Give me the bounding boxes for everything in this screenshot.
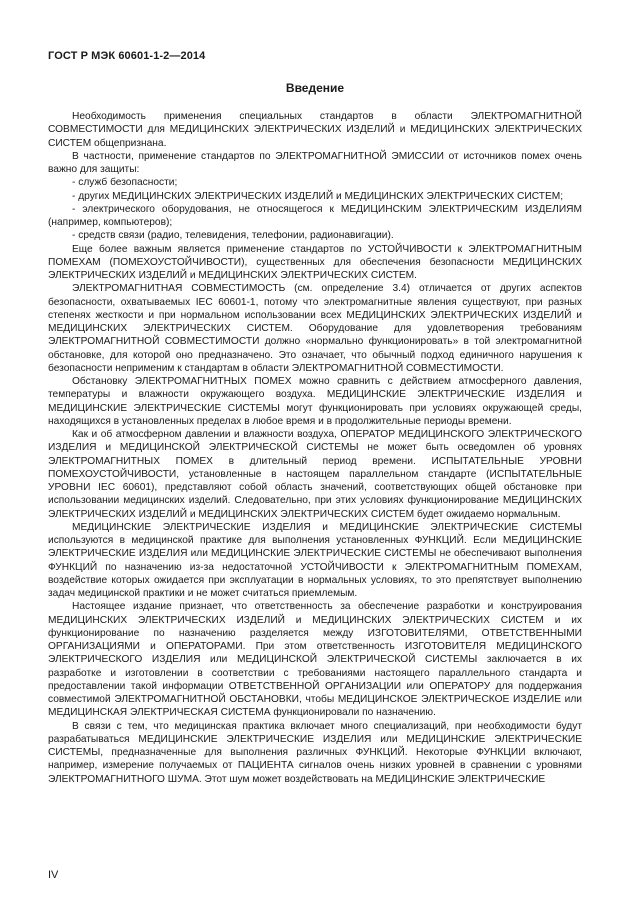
section-title: Введение — [285, 81, 345, 95]
paragraph: Еще более важным является применение стандартов по УСТОЙЧИВОСТИ к ЭЛЕКТРОМАГНИТНЫМ ПОМЕХАМ (ПОМЕХОУСТОЙЧИВОСТИ), существенных для обеспечения безопасности МЕДИЦИНСКИХ ЭЛЕКТРИЧЕСКИХ ИЗДЕЛИЙ и МЕДИЦИНСКИХ ЭЛЕКТРИЧЕСКИХ СИСТЕМ. — [48, 243, 582, 281]
document-body — [48, 110, 582, 786]
paragraph: ЭЛЕКТРОМАГНИТНАЯ СОВМЕСТИМОСТЬ (см. определение 3.4) отличается от других аспектов безопасности, охватываемых IEC 60601-1, потому что электромагнитные явления существуют, при разных степенях жесткости и при нормальном использовании всех МЕДИЦИНСКИХ ЭЛЕКТРИЧЕСКИХ ИЗДЕЛИЙ и МЕДИЦИНСКИХ ЭЛЕКТРИЧЕСКИХ СИСТЕМ. Оборудование для удовлетворения требованиям ЭЛЕКТРОМАГНИТНОЙ СОВМЕСТИМОСТИ должно «нормально функционировать» в той электромагнитной обстановке, для которой оно предназначено. Это означает, что обычный подход единичного нарушения к безопасности неприменим к стандартам в области ЭЛЕКТРОМАГНИТНОЙ СОВМЕСТИМОСТИ. — [48, 283, 582, 374]
paragraph: В связи с тем, что медицинская практика включает много специализаций, при необходимости будут разрабатываться МЕДИЦИНСКИЕ ЭЛЕКТРИЧЕСКИЕ ИЗДЕЛИЯ или МЕДИЦИНСКИЕ ЭЛЕКТРИЧЕСКИЕ СИСТЕМЫ, предназначенные для выполнения различных ФУНКЦИЙ. Некоторые ФУНКЦИИ включают, например, измерение получаемых от ПАЦИЕНТА сигналов очень низких уровней в сравнении с уровнями ЭЛЕКТРОМАГНИТНОГО ШУМА. Этот шум может воздействовать на МЕДИЦИНСКИЕ ЭЛЕКТРИЧЕСКИЕ — [48, 720, 582, 785]
paragraph: Как и об атмосферном давлении и влажности воздуха, ОПЕРАТОР МЕДИЦИНСКОГО ЭЛЕКТРИЧЕСКОГО ИЗДЕЛИЯ и МЕДИЦИНСКОЙ ЭЛЕКТРИЧЕСКОЙ СИСТЕМЫ не может быть осведомлен об уровнях ЭЛЕКТРОМАГНИТНЫХ ПОМЕХ в длительный период времени. ИСПЫТАТЕЛЬНЫЕ УРОВНИ ПОМЕХОУСТОЙЧИВОСТИ, установленные в настоящем параллельном стандарте (ИСПЫТАТЕЛЬНЫЕ УРОВНИ IEC 60601), представляют собой область значений, соответствующих общей обстановке при использовании медицинских изделий. Следовательно, при этих условиях функционирование МЕДИЦИНСКИХ ЭЛЕКТРИЧЕСКИХ ИЗДЕЛИЙ и МЕДИЦИНСКИХ ЭЛЕКТРИЧЕСКИХ СИСТЕМ будет ожидаемо нормальным. — [48, 429, 582, 520]
paragraph: МЕДИЦИНСКИЕ ЭЛЕКТРИЧЕСКИЕ ИЗДЕЛИЯ и МЕДИЦИНСКИЕ ЭЛЕКТРИЧЕСКИЕ СИСТЕМЫ используются в медицинской практике для выполнения установленных ФУНКЦИЙ. Если МЕДИЦИНСКИЕ ЭЛЕКТРИЧЕСКИЕ ИЗДЕЛИЯ или МЕДИЦИНСКИЕ ЭЛЕКТРИЧЕСКИЕ СИСТЕМЫ не обеспечивают выполнения ФУНКЦИЙ по назначению из-за недостаточной УСТОЙЧИВОСТИ к ЭЛЕКТРОМАГНИТНЫМ ПОМЕХАМ, воздействие которых ожидается при эксплуатации в нормальных условиях, то это препятствует выполнению задач медицинской практики и не может считаться приемлемым. — [48, 521, 582, 599]
paragraph: Необходимость применения специальных стандартов в области ЭЛЕКТРОМАГНИТНОЙ СОВМЕСТИМОСТИ для МЕДИЦИНСКИХ ЭЛЕКТРИЧЕСКИХ ИЗДЕЛИЙ и МЕДИЦИНСКИХ ЭЛЕКТРИЧЕСКИХ СИСТЕМ общепризнана. — [48, 111, 582, 149]
paragraph: В частности, применение стандартов по ЭЛЕКТРОМАГНИТНОЙ ЭМИССИИ от источников помех очень важно для защиты: — [48, 150, 582, 175]
list-item: - других МЕДИЦИНСКИХ ЭЛЕКТРИЧЕСКИХ ИЗДЕЛИЙ и МЕДИЦИНСКИХ ЭЛЕКТРИЧЕСКИХ СИСТЕМ; — [72, 190, 564, 202]
list-item: - электрического оборудования, не относящегося к МЕДИЦИНСКИМ ЭЛЕКТРИЧЕСКИМ ИЗДЕЛИЯМ (например, компьютеров); — [48, 203, 582, 228]
document-code: ГОСТ Р МЭК 60601-1-2—2014 — [48, 50, 206, 62]
paragraph: Обстановку ЭЛЕКТРОМАГНИТНЫХ ПОМЕХ можно сравнить с действием атмосферного давления, температуры и влажности окружающего воздуха. МЕДИЦИНСКИЕ ЭЛЕКТРИЧЕСКИЕ ИЗДЕЛИЯ и МЕДИЦИНСКИЕ ЭЛЕКТРИЧЕСКИЕ СИСТЕМЫ могут функционировать при условиях окружающей среды, находящихся в установленных пределах в любое время и в продолжительные периоды времени. — [48, 376, 582, 427]
paragraph: Настоящее издание признает, что ответственность за обеспечение разработки и конструирования МЕДИЦИНСКИХ ЭЛЕКТРИЧЕСКИХ ИЗДЕЛИЙ и МЕДИЦИНСКИХ ЭЛЕКТРИЧЕСКИХ СИСТЕМ и их функционирование по назначению разделяется между ИЗГОТОВИТЕЛЯМИ, ОТВЕТСТВЕННЫМИ ОРГАНИЗАЦИЯМИ и ОПЕРАТОРАМИ. При этом ответственность ИЗГОТОВИТЕЛЯ МЕДИЦИНСКОГО ЭЛЕКТРИЧЕСКОГО ИЗДЕЛИЯ или МЕДИЦИНСКОЙ ЭЛЕКТРИЧЕСКОЙ СИСТЕМЫ заключается в их разработке и изготовлении в соответствии с требованиями настоящего параллельного стандарта и предоставлении такой информации ОТВЕТСТВЕННОЙ ОРГАНИЗАЦИИ или ОПЕРАТОРУ для поддержания совместимой ЭЛЕКТРОМАГНИТНОЙ ОБСТАНОВКИ, чтобы МЕДИЦИНСКОЕ ЭЛЕКТРИЧЕСКОЕ ИЗДЕЛИЕ или МЕДИЦИНСКАЯ ЭЛЕКТРИЧЕСКАЯ СИСТЕМА функционировали по назначению. — [48, 601, 582, 719]
list-item: - средств связи (радио, телевидения, телефонии, радионавигации). — [72, 230, 394, 242]
list-item: - служб безопасности; — [72, 177, 178, 189]
page-number: IV — [48, 869, 59, 881]
